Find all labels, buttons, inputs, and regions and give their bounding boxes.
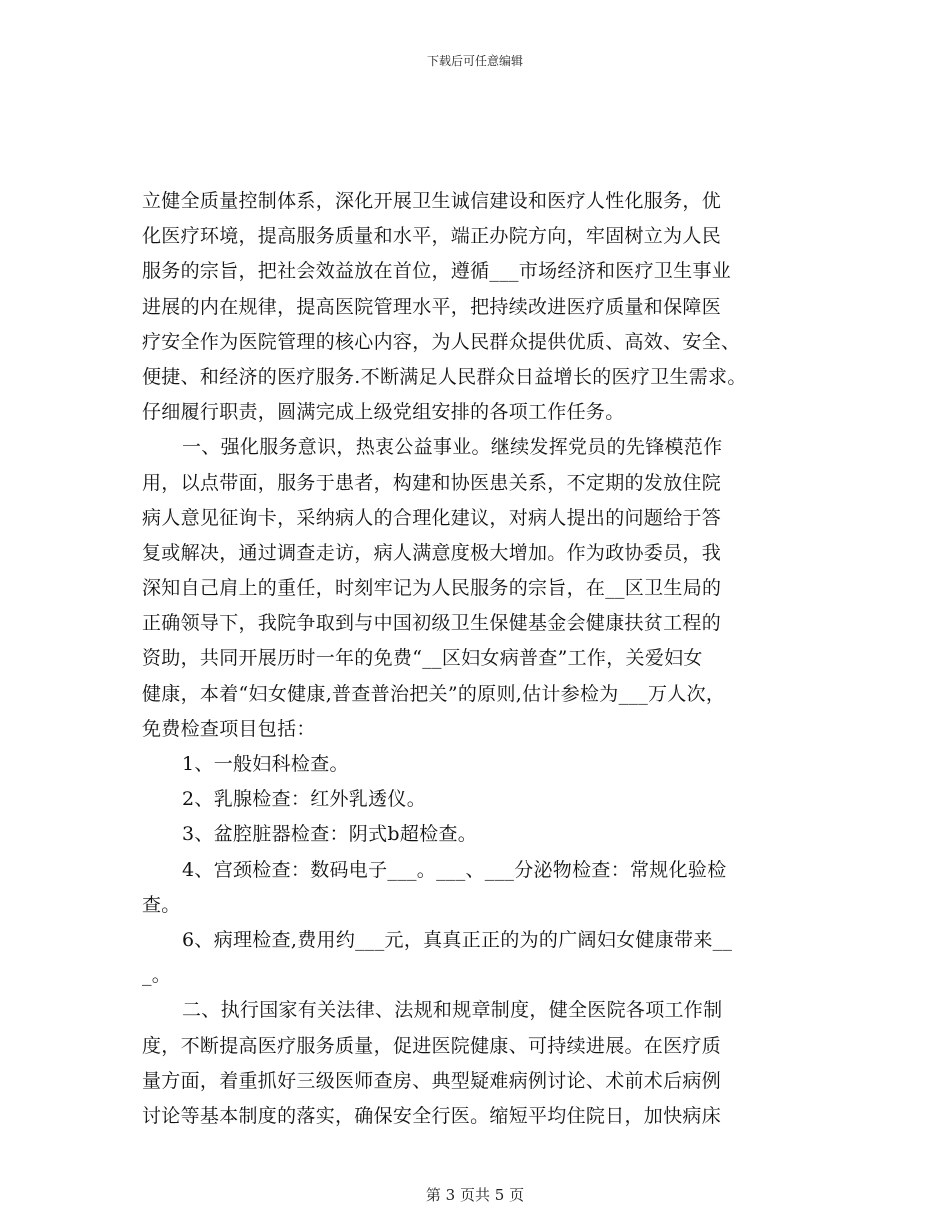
- text-line: 一、强化服务意识，热衷公益事业。继续发挥党员的先锋模范作: [182, 436, 723, 459]
- text-line: 健康，本着“妇女健康,普查普治把关”的原则,估计参检为___万人次，: [142, 682, 726, 705]
- text-line: 度，不断提高医疗服务质量，促进医院健康、可持续进展。在医疗质: [142, 1034, 722, 1057]
- text-line: 便捷、和经济的医疗服务.不断满足人民群众日益增长的医疗卫生需求。: [142, 365, 747, 388]
- text-line: 仔细履行职责，圆满完成上级党组安排的各项工作任务。: [142, 401, 625, 424]
- text-line: 深知自己肩上的重任，时刻牢记为人民服务的宗旨，在__区卫生局的: [142, 577, 722, 600]
- text-line: _。: [142, 964, 172, 987]
- text-line: 二、执行国家有关法律、法规和规章制度，健全医院各项工作制: [182, 999, 723, 1022]
- list-item: 3、盆腔脏器检查：阴式b超检查。: [182, 823, 478, 846]
- text-line: 进展的内在规律，提高医院管理水平，把持续改进医疗质量和保障医: [142, 295, 722, 318]
- text-line: 免费检查项目包括：: [142, 717, 316, 740]
- list-item: 4、宫颈检查：数码电子___。___、___分泌物检查：常规化验检: [182, 858, 727, 881]
- list-item: 1、一般妇科检查。: [182, 753, 349, 775]
- text-line: 查。: [142, 893, 181, 916]
- text-line: 复或解决，通过调查走访，病人满意度极大增加。作为政协委员，我: [142, 541, 722, 564]
- page-footer: 第 3 页共 5 页: [425, 1186, 525, 1204]
- text-line: 病人意见征询卡，采纳病人的合理化建议，对病人提出的问题给于答: [142, 506, 722, 529]
- text-line: 化医疗环境，提高服务质量和水平，端正办院方向，牢固树立为人民: [142, 225, 722, 248]
- list-item: 6、病理检查,费用约___元，真真正正的为的广阔妇女健康带来__: [182, 928, 733, 951]
- page-header: 下载后可任意编辑: [426, 54, 523, 68]
- text-line: 用，以点带面，服务于患者，构建和协医患关系，不定期的发放住院: [142, 471, 722, 494]
- text-line: 疗安全作为医院管理的核心内容，为人民群众提供优质、高效、安全、: [142, 330, 741, 353]
- text-line: 服务的宗旨，把社会效益放在首位，遵循___市场经济和医疗卫生事业: [142, 260, 732, 283]
- list-item: 2、乳腺检查：红外乳透仪。: [182, 788, 426, 811]
- text-line: 资助，共同开展历时一年的免费“__区妇女病普查”工作，关爱妇女: [142, 647, 703, 670]
- text-line: 立健全质量控制体系，深化开展卫生诚信建设和医疗人性化服务，优: [142, 190, 722, 212]
- document-body: [142, 184, 818, 1134]
- text-line: 正确领导下，我院争取到与中国初级卫生保健基金会健康扶贫工程的: [142, 612, 722, 635]
- text-line: 量方面，着重抓好三级医师查房、典型疑难病例讨论、术前术后病例: [142, 1069, 722, 1092]
- text-line: 讨论等基本制度的落实，确保安全行医。缩短平均住院日，加快病床: [142, 1104, 722, 1127]
